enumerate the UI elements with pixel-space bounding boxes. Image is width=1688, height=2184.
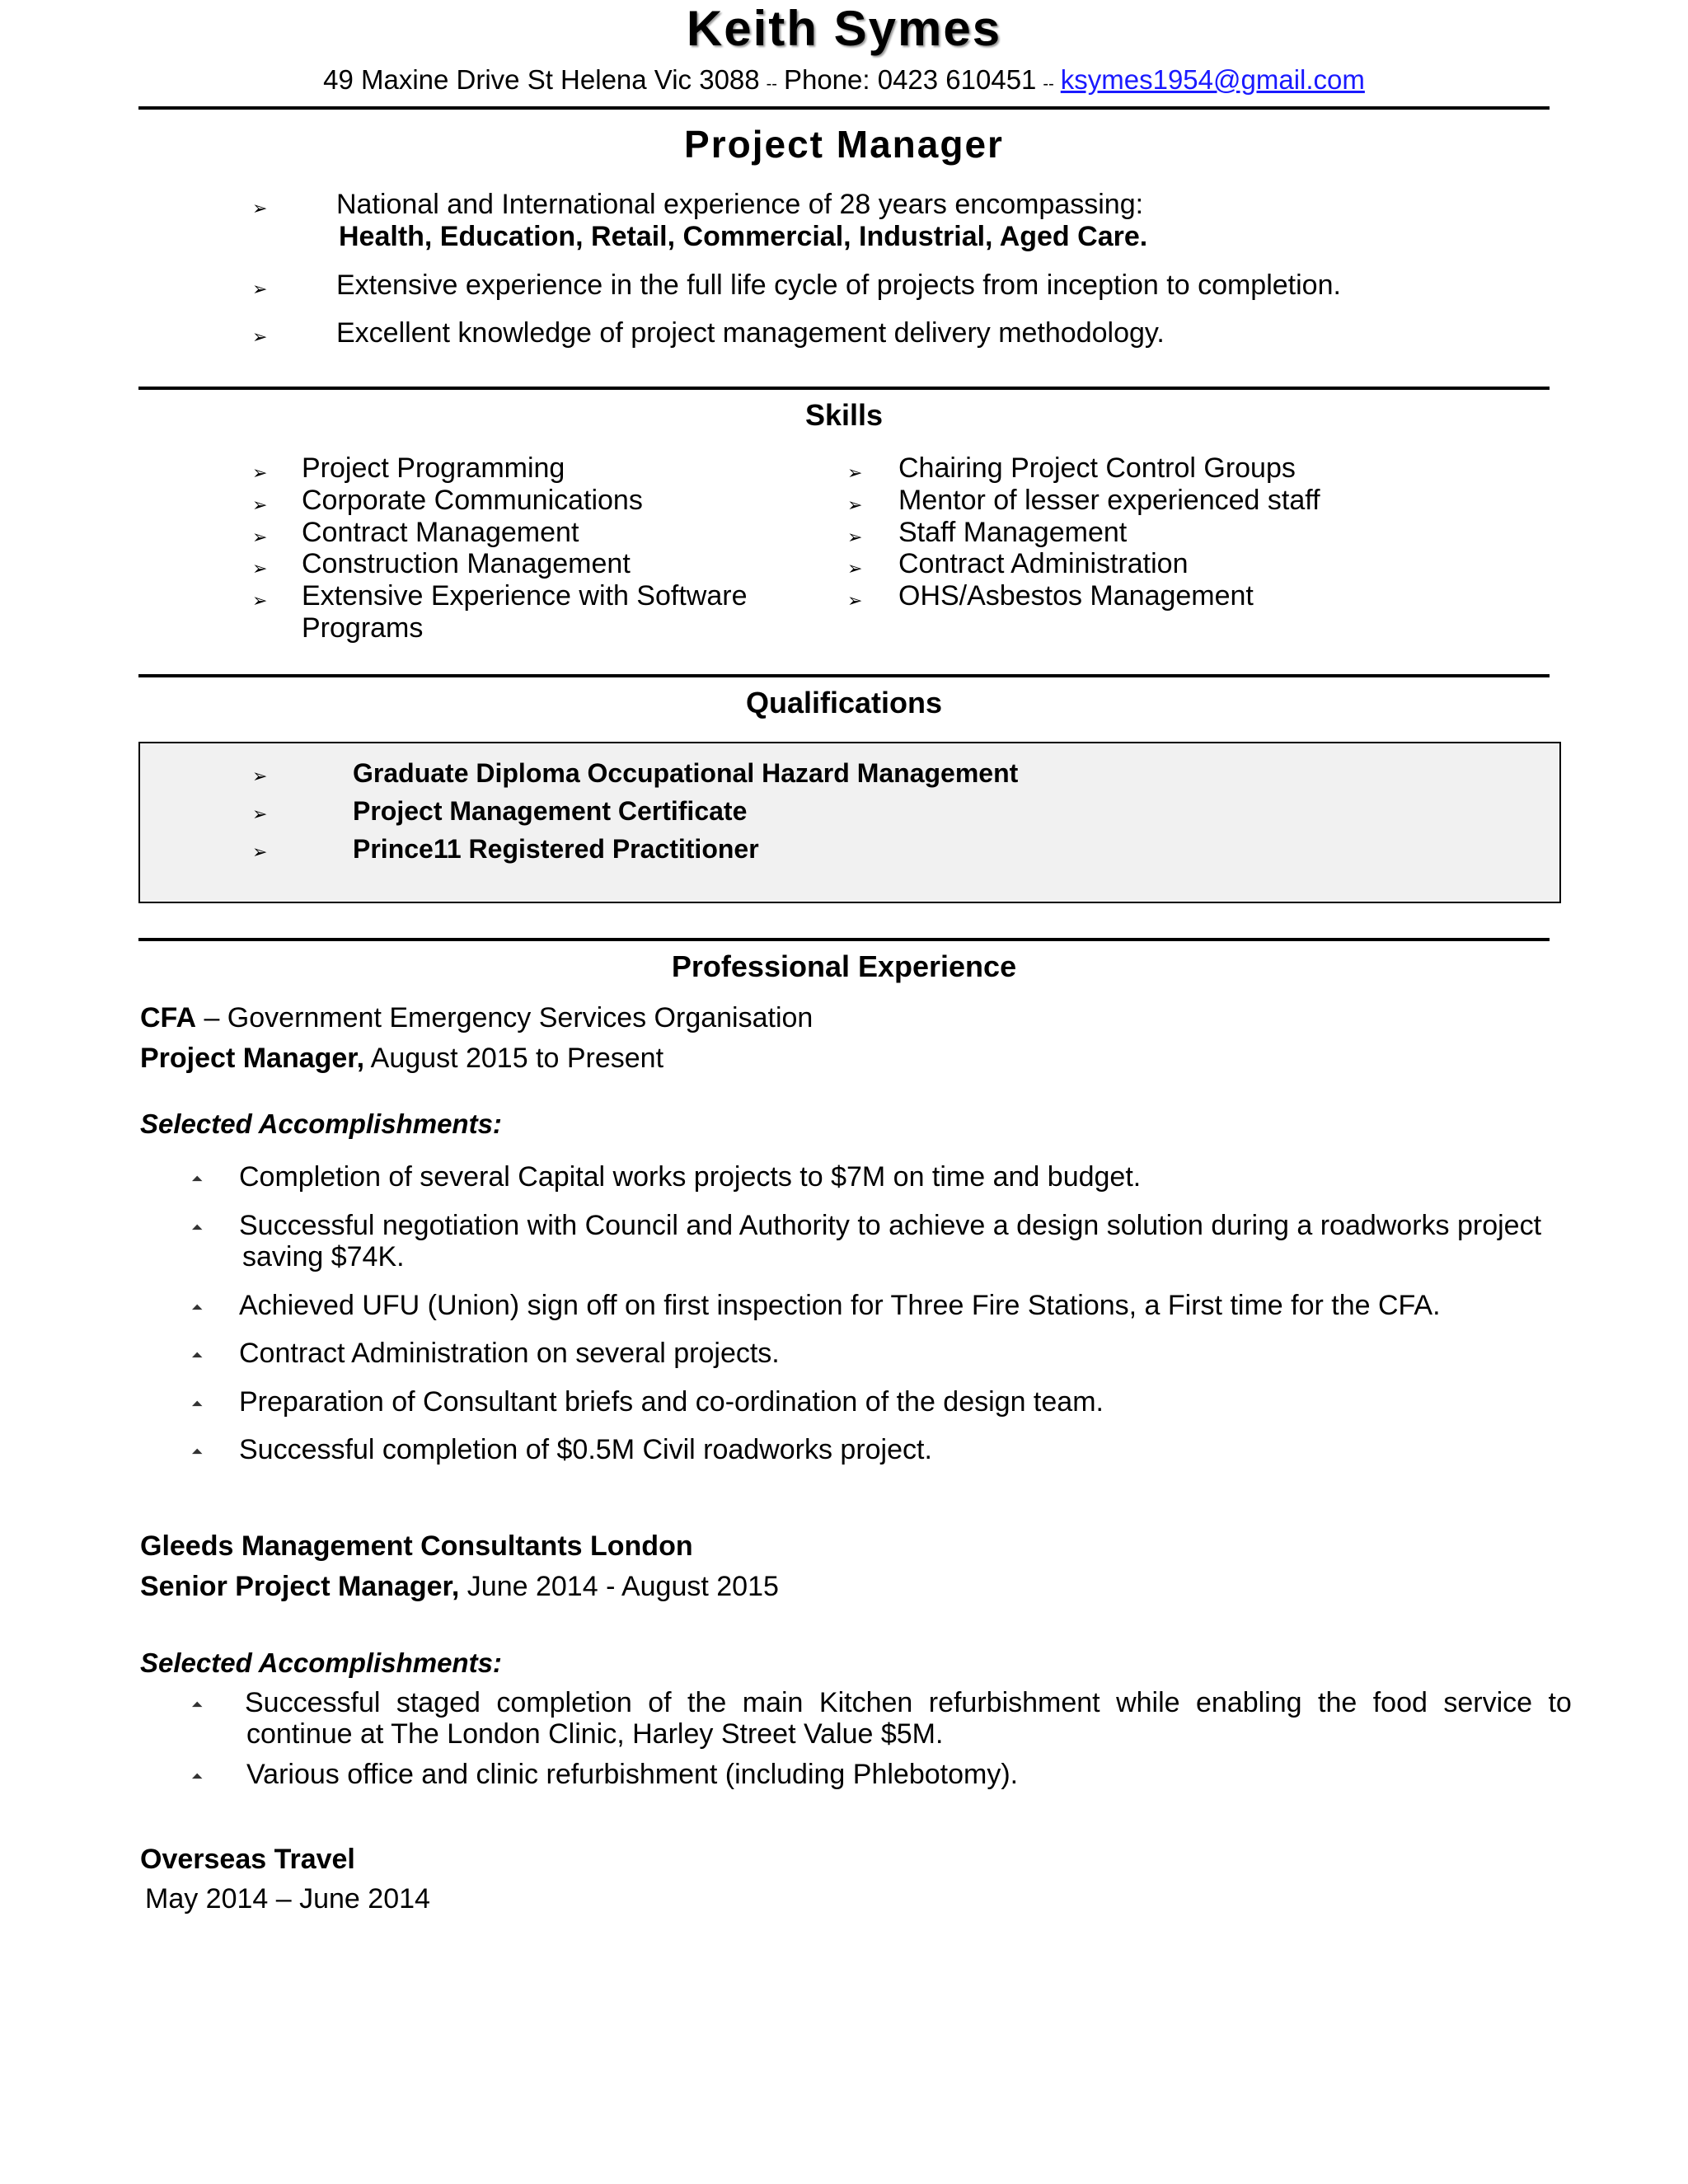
skill-item: OHS/Asbestos Management — [898, 580, 1254, 612]
divider — [138, 387, 1550, 390]
divider — [138, 106, 1550, 110]
skills-heading: Skills — [804, 398, 884, 432]
accomplishment-item: Successful staged completion of the main Kitchen refurbishment while enabling the food service to — [245, 1687, 1572, 1718]
qualifications-heading: Qualifications — [745, 686, 943, 719]
arrow-bullet-icon: ➢ — [252, 527, 268, 547]
job-title: Project Manager — [684, 123, 1004, 166]
accomplishments-label: Selected Accomplishments: — [140, 1108, 502, 1139]
qualification-item: Prince11 Registered Practitioner — [353, 834, 759, 864]
arrow-bullet-icon: ➢ — [847, 527, 863, 547]
arrow-bullet-icon: ➢ — [847, 558, 863, 579]
arrow-bullet-icon: ➢ — [252, 279, 268, 299]
skill-item: Corporate Communications — [302, 485, 643, 516]
job-role: Senior Project Manager, — [140, 1571, 460, 1602]
job-role-line — [140, 1043, 663, 1075]
job-dates: June 2014 - August 2015 — [459, 1571, 779, 1602]
divider — [138, 938, 1550, 941]
triangle-bullet-icon: ⏶ — [191, 1170, 204, 1187]
separator: -- — [766, 75, 777, 93]
arrow-bullet-icon: ➢ — [847, 494, 863, 515]
skill-item: Mentor of lesser experienced staff — [898, 485, 1320, 516]
accomplishment-item: Completion of several Capital works projects to $7M on time and budget. — [239, 1161, 1142, 1193]
accomplishment-item-continuation: saving $74K. — [242, 1241, 405, 1272]
summary-item: Extensive experience in the full life cycle of projects from inception to completion. — [336, 269, 1341, 301]
accomplishment-item: Successful completion of $0.5M Civil roadworks project. — [239, 1434, 932, 1465]
arrow-bullet-icon: ➢ — [252, 198, 268, 218]
address: 49 Maxine Drive St Helena Vic 3088 — [323, 64, 760, 95]
accomplishment-item: Successful negotiation with Council and Authority to achieve a design solution during a roadworks project — [239, 1210, 1542, 1241]
job-role: Project Manager, — [140, 1043, 365, 1074]
job-dates: August 2015 to Present — [364, 1043, 664, 1074]
arrow-bullet-icon: ➢ — [252, 766, 268, 786]
arrow-bullet-icon: ➢ — [252, 841, 268, 862]
triangle-bullet-icon: ⏶ — [191, 1219, 204, 1235]
email-link[interactable]: ksymes1954@gmail.com — [1060, 64, 1365, 95]
job-org-description: – Government Emergency Services Organisation — [196, 1002, 814, 1033]
divider — [138, 674, 1550, 677]
summary-item: National and International experience of 28 years encompassing: — [336, 189, 1144, 220]
qualification-item: Graduate Diploma Occupational Hazard Management — [353, 758, 1019, 788]
job-role-line — [140, 1571, 779, 1603]
separator: -- — [1043, 75, 1054, 93]
job-dates: May 2014 – June 2014 — [145, 1883, 430, 1915]
skill-item-continuation: Programs — [302, 612, 424, 644]
experience-heading: Professional Experience — [671, 949, 1017, 983]
skill-item: Staff Management — [898, 517, 1128, 548]
skill-item: Extensive Experience with Software — [302, 580, 748, 612]
triangle-bullet-icon: ⏶ — [191, 1299, 204, 1315]
arrow-bullet-icon: ➢ — [847, 590, 863, 611]
job-org-name: CFA — [140, 1002, 196, 1033]
skill-item: Contract Administration — [898, 548, 1189, 579]
triangle-bullet-icon: ⏶ — [191, 1696, 204, 1713]
phone: Phone: 0423 610451 — [783, 64, 1037, 95]
accomplishment-item: Contract Administration on several projects. — [239, 1338, 780, 1369]
accomplishments-label: Selected Accomplishments: — [140, 1647, 502, 1678]
summary-item: Excellent knowledge of project management delivery methodology. — [336, 317, 1165, 349]
accomplishment-item: Various office and clinic refurbishment (including Phlebotomy). — [246, 1759, 1019, 1790]
candidate-name: Keith Symes — [686, 1, 1002, 56]
job-organisation: Gleeds Management Consultants London — [140, 1530, 693, 1562]
arrow-bullet-icon: ➢ — [252, 462, 268, 483]
triangle-bullet-icon: ⏶ — [191, 1443, 204, 1460]
job-organisation — [140, 1002, 813, 1034]
qualification-item: Project Management Certificate — [353, 796, 748, 826]
arrow-bullet-icon: ➢ — [252, 494, 268, 515]
triangle-bullet-icon: ⏶ — [191, 1395, 204, 1412]
arrow-bullet-icon: ➢ — [252, 590, 268, 611]
accomplishment-item-continuation: continue at The London Clinic, Harley Street Value $5M. — [246, 1718, 944, 1750]
arrow-bullet-icon: ➢ — [252, 558, 268, 579]
arrow-bullet-icon: ➢ — [847, 462, 863, 483]
triangle-bullet-icon: ⏶ — [191, 1768, 204, 1784]
job-organisation: Overseas Travel — [140, 1844, 355, 1875]
accomplishment-item: Preparation of Consultant briefs and co-ordination of the design team. — [239, 1386, 1104, 1418]
skill-item: Chairing Project Control Groups — [898, 452, 1296, 484]
skill-item: Construction Management — [302, 548, 631, 579]
skill-item: Project Programming — [302, 452, 565, 484]
arrow-bullet-icon: ➢ — [252, 804, 268, 824]
accomplishment-item: Achieved UFU (Union) sign off on first inspection for Three Fire Stations, a First time for the CFA. — [239, 1290, 1441, 1321]
skill-item: Contract Management — [302, 517, 579, 548]
contact-line — [0, 64, 1688, 96]
summary-item-sectors: Health, Education, Retail, Commercial, Industrial, Aged Care. — [339, 221, 1148, 252]
triangle-bullet-icon: ⏶ — [191, 1347, 204, 1363]
arrow-bullet-icon: ➢ — [252, 326, 268, 347]
